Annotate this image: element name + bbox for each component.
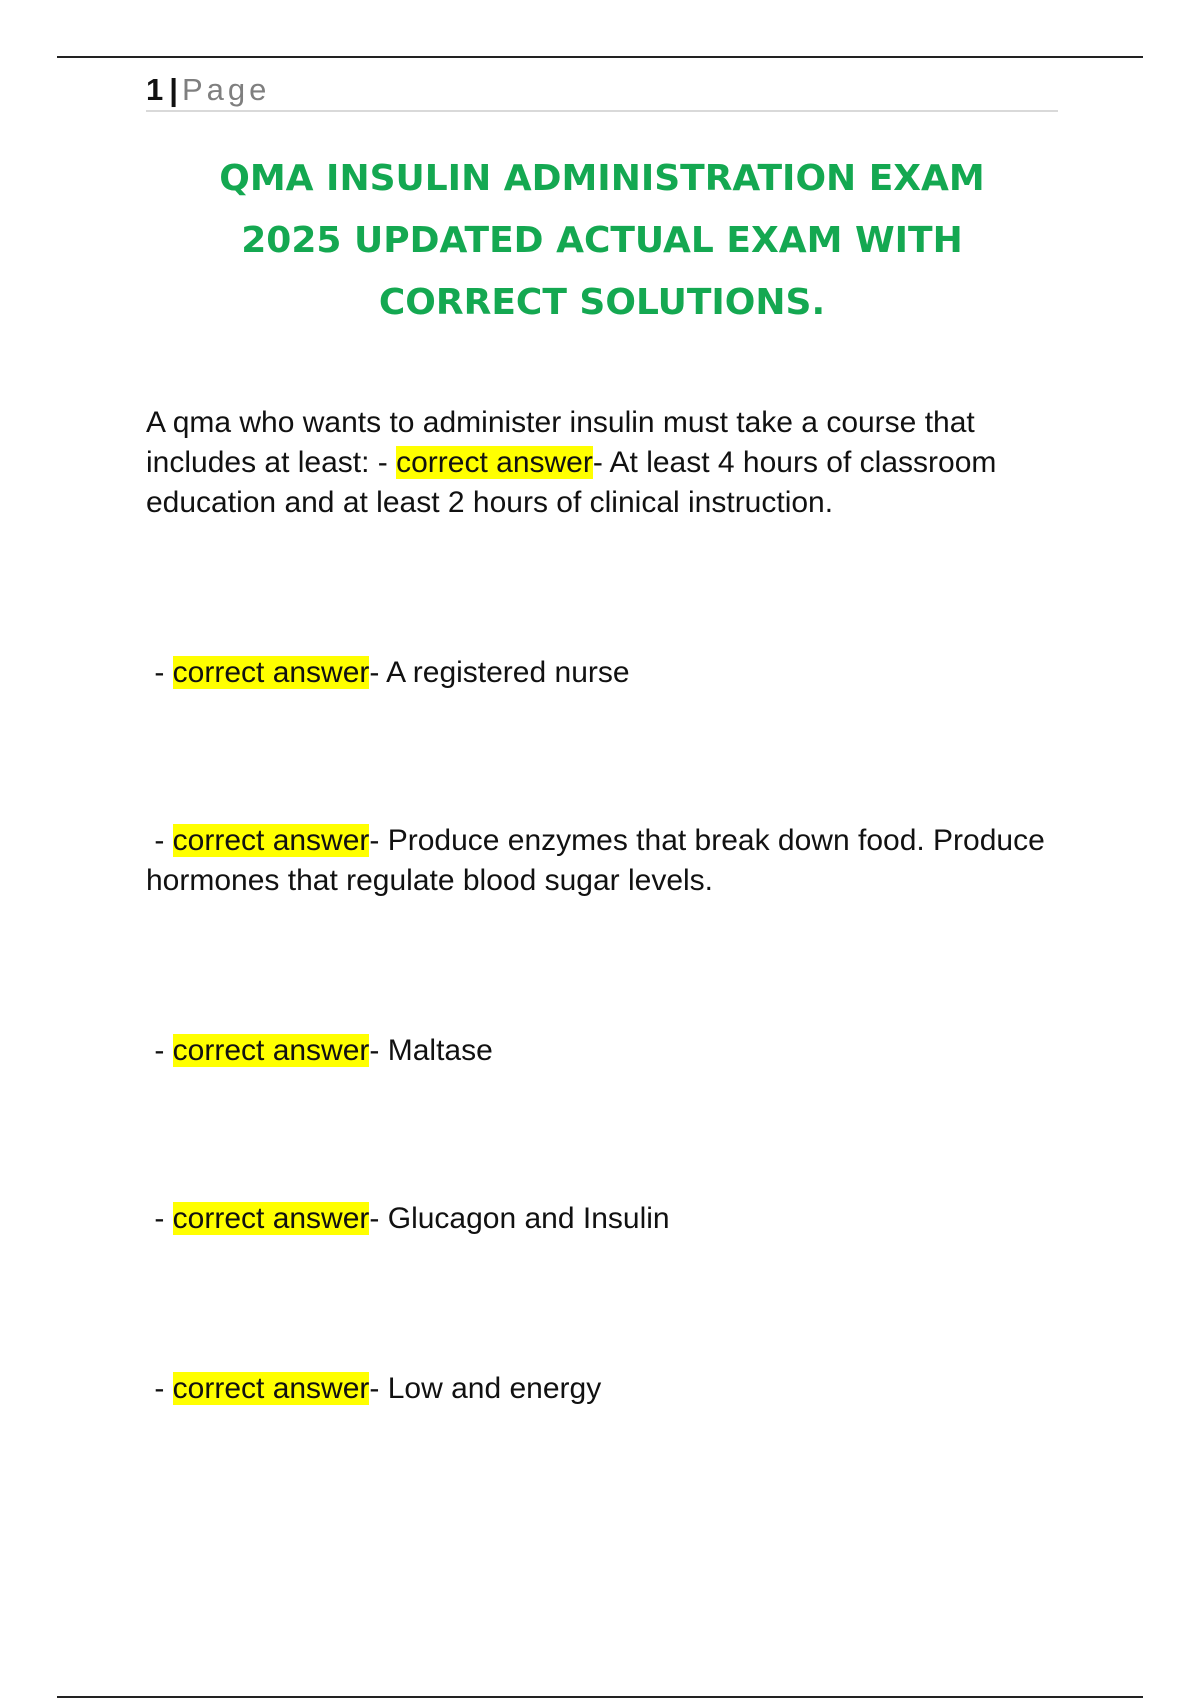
page-separator: | (169, 72, 178, 107)
page-number: 1 (146, 72, 164, 107)
correct-answer-highlight: correct answer (172, 656, 370, 689)
correct-answer-highlight: correct answer (396, 446, 593, 479)
question-answer-6 (146, 1369, 1066, 1409)
answer-text: - Maltase (369, 1034, 493, 1067)
question-text: A qma who wants to administer insulin must take a course that includes at least: - (146, 406, 975, 479)
answer-text: - At least 4 hours of classroom education and at least 2 hours of clinical instruction. (146, 446, 997, 519)
answer-text: - A registered nurse (369, 656, 630, 689)
document-title (146, 148, 1058, 334)
question-text: - (146, 1034, 173, 1067)
bottom-divider (57, 1696, 1143, 1698)
answer-text: - Low and energy (369, 1372, 602, 1405)
answer-text: - Glucagon and Insulin (369, 1202, 670, 1235)
question-text: - (146, 1202, 173, 1235)
page-header (146, 70, 1058, 112)
correct-answer-highlight: correct answer (172, 824, 370, 857)
title-line-2: 2025 UPDATED ACTUAL EXAM WITH (241, 220, 963, 261)
question-answer-4 (146, 1031, 1066, 1071)
question-text: - (146, 824, 173, 857)
page-label: Page (181, 72, 271, 107)
question-answer-2 (146, 653, 1066, 693)
correct-answer-highlight: correct answer (172, 1372, 370, 1405)
question-answer-1 (146, 403, 1066, 523)
question-text: - (146, 656, 173, 689)
question-answer-3 (146, 821, 1066, 901)
answer-text: - Produce enzymes that break down food. Produce hormones that regulate blood sugar levels. (146, 824, 1045, 897)
question-text: - (146, 1372, 173, 1405)
question-answer-5 (146, 1199, 1066, 1239)
title-line-1: QMA INSULIN ADMINISTRATION EXAM (219, 158, 985, 199)
correct-answer-highlight: correct answer (172, 1034, 370, 1067)
top-divider (57, 56, 1143, 58)
title-line-3: CORRECT SOLUTIONS. (378, 282, 826, 323)
correct-answer-highlight: correct answer (172, 1202, 370, 1235)
